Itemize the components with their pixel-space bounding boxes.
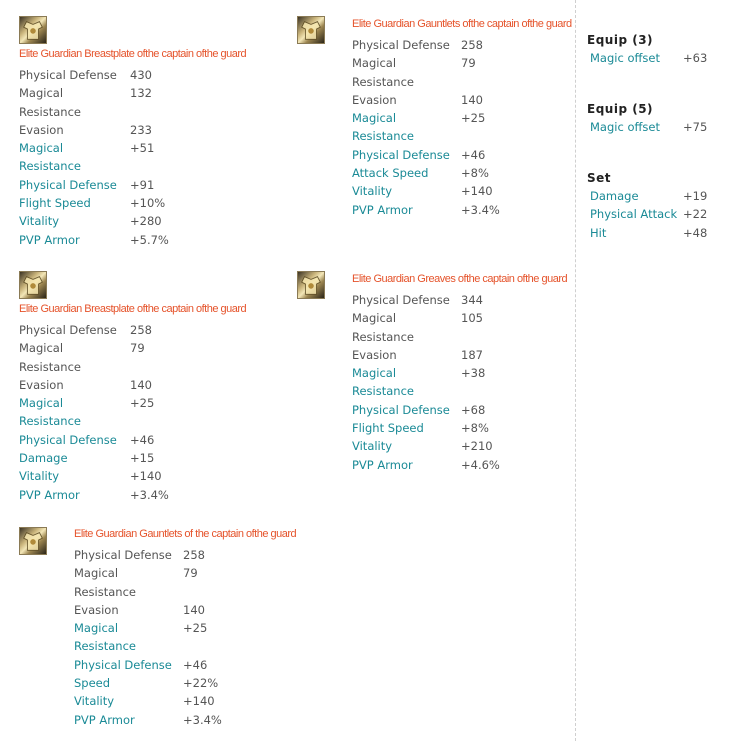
stat-value: +5.7% (130, 232, 169, 247)
stat-label: Physical Defense (19, 323, 117, 337)
stat-value: +46 (130, 432, 155, 447)
stat-value: 258 (183, 548, 205, 562)
stat-label: Evasion (74, 602, 119, 617)
set-bonus-equip-3 (587, 33, 708, 69)
stat-label: Magical (352, 111, 397, 126)
stat-label: Magical (74, 566, 119, 581)
stat-value: +4.6% (461, 457, 500, 472)
stat-value: +68 (461, 402, 486, 417)
set-row-value: +48 (683, 225, 708, 240)
stat-label: Vitality (352, 439, 393, 454)
stat-label: Physical Defense (19, 177, 117, 192)
stat-label: Evasion (19, 377, 64, 392)
stat-value: +25 (461, 111, 486, 126)
stat-label: Vitality (19, 214, 60, 229)
stat-label: Resistance (352, 329, 414, 344)
stat-label: Physical Defense (74, 548, 172, 562)
stat-value: +8% (461, 166, 489, 181)
set-row-label: Magic offset (590, 51, 660, 65)
breastplate-icon (19, 16, 47, 44)
stat-label: Resistance (74, 584, 136, 599)
set-row-label: Hit (590, 225, 607, 240)
item-title: Elite Guardian Gauntlets ofthe captain ofthe guard (352, 18, 572, 30)
stat-value: +25 (183, 621, 208, 636)
stat-label: Physical Defense (352, 402, 450, 417)
stat-label: Resistance (352, 129, 414, 144)
stat-label: PVP Armor (19, 487, 80, 502)
stat-label: Evasion (352, 92, 397, 107)
stat-label: Flight Speed (352, 421, 424, 436)
stat-label: Magical (19, 396, 64, 411)
stat-value: 140 (183, 602, 205, 617)
stat-label: Flight Speed (19, 196, 91, 211)
stat-label: Resistance (19, 414, 81, 429)
stat-value: 79 (461, 56, 476, 71)
stat-value: +51 (130, 141, 155, 156)
stat-label: PVP Armor (19, 232, 80, 247)
stat-label: Physical Defense (19, 432, 117, 447)
stat-label: PVP Armor (352, 457, 413, 472)
set-row (587, 51, 708, 69)
set-bonus-equip-5 (587, 102, 708, 138)
stat-label: Physical Defense (352, 38, 450, 52)
set-row-label: Magic offset (590, 120, 660, 134)
stat-value: +140 (130, 469, 162, 484)
stat-value: 140 (461, 92, 483, 107)
stat-value: +22% (183, 676, 219, 691)
stat-label: Physical Defense (19, 68, 117, 82)
set-heading: Equip (3) (587, 33, 654, 47)
stat-label: PVP Armor (352, 202, 413, 217)
set-row-value: +22 (683, 207, 708, 222)
stat-value: +3.4% (130, 487, 169, 502)
stat-value: +280 (130, 214, 162, 229)
stat-value: +140 (183, 694, 215, 709)
stat-label: Resistance (19, 159, 81, 174)
stat-value: 79 (183, 566, 198, 581)
stat-value: +91 (130, 177, 155, 192)
stat-label: Physical Defense (352, 147, 450, 162)
stat-label: PVP Armor (74, 712, 135, 727)
set-heading: Equip (5) (587, 102, 654, 116)
stat-value: +46 (461, 147, 486, 162)
stat-value: 79 (130, 341, 145, 356)
set-row-value: +63 (683, 51, 708, 65)
stat-label: Magical (19, 341, 64, 356)
stat-label: Magical (352, 56, 397, 71)
stat-value: 233 (130, 122, 152, 137)
item-title: Elite Guardian Greaves ofthe captain ofthe guard (352, 273, 568, 285)
stat-label: Attack Speed (352, 166, 429, 181)
stat-label: Resistance (352, 74, 414, 89)
stat-value: 187 (461, 347, 483, 362)
stat-value: 258 (461, 38, 483, 52)
stat-value: 344 (461, 293, 483, 307)
stat-value: +8% (461, 421, 489, 436)
set-row (587, 120, 708, 138)
set-heading: Set (587, 171, 612, 185)
stat-label: Resistance (19, 359, 81, 374)
stat-label: Vitality (74, 694, 115, 709)
stat-label: Physical Defense (352, 293, 450, 307)
stat-value: +210 (461, 439, 493, 454)
stat-label: Magical (352, 366, 397, 381)
item-title: Elite Guardian Breastplate ofthe captain ofthe guard (19, 48, 247, 60)
stat-label: Evasion (19, 122, 64, 137)
stat-value: +38 (461, 366, 486, 381)
greaves-icon (297, 271, 325, 299)
breastplate-icon (19, 271, 47, 299)
set-row (587, 225, 708, 244)
set-row (587, 189, 708, 207)
set-row-value: +75 (683, 120, 708, 134)
stat-value: 430 (130, 68, 152, 82)
set-row-value: +19 (683, 189, 708, 203)
stat-label: Resistance (74, 639, 136, 654)
stat-value: +3.4% (461, 202, 500, 217)
stat-label: Evasion (352, 347, 397, 362)
stat-label: Damage (19, 451, 68, 466)
stat-value: +25 (130, 396, 155, 411)
stat-value: 140 (130, 377, 152, 392)
stat-label: Speed (74, 676, 111, 691)
stat-value: +3.4% (183, 712, 222, 727)
set-bonus-full (587, 171, 708, 244)
stat-label: Vitality (19, 469, 60, 484)
item-title: Elite Guardian Gauntlets of the captain ofthe guard (74, 528, 297, 540)
stat-label: Physical Defense (74, 657, 172, 672)
gauntlets-icon (297, 16, 325, 44)
stat-value: +10% (130, 196, 166, 211)
item-title: Elite Guardian Breastplate ofthe captain ofthe guard (19, 303, 247, 315)
stat-value: 105 (461, 311, 483, 326)
set-row (587, 207, 708, 225)
stat-value: +46 (183, 657, 208, 672)
stat-label: Vitality (352, 184, 393, 199)
stat-label: Magical (352, 311, 397, 326)
stat-value: +15 (130, 451, 155, 466)
stat-value: 258 (130, 323, 152, 337)
stat-label: Magical (19, 141, 64, 156)
stat-label: Magical (19, 86, 64, 101)
stat-label: Resistance (19, 104, 81, 119)
stat-label: Magical (74, 621, 119, 636)
stat-value: +140 (461, 184, 493, 199)
column-divider (575, 0, 576, 741)
stat-label: Resistance (352, 384, 414, 399)
set-row-label: Damage (590, 189, 639, 203)
gauntlets-icon (19, 527, 47, 555)
set-row-label: Physical Attack (590, 207, 678, 222)
stat-value: 132 (130, 86, 152, 101)
